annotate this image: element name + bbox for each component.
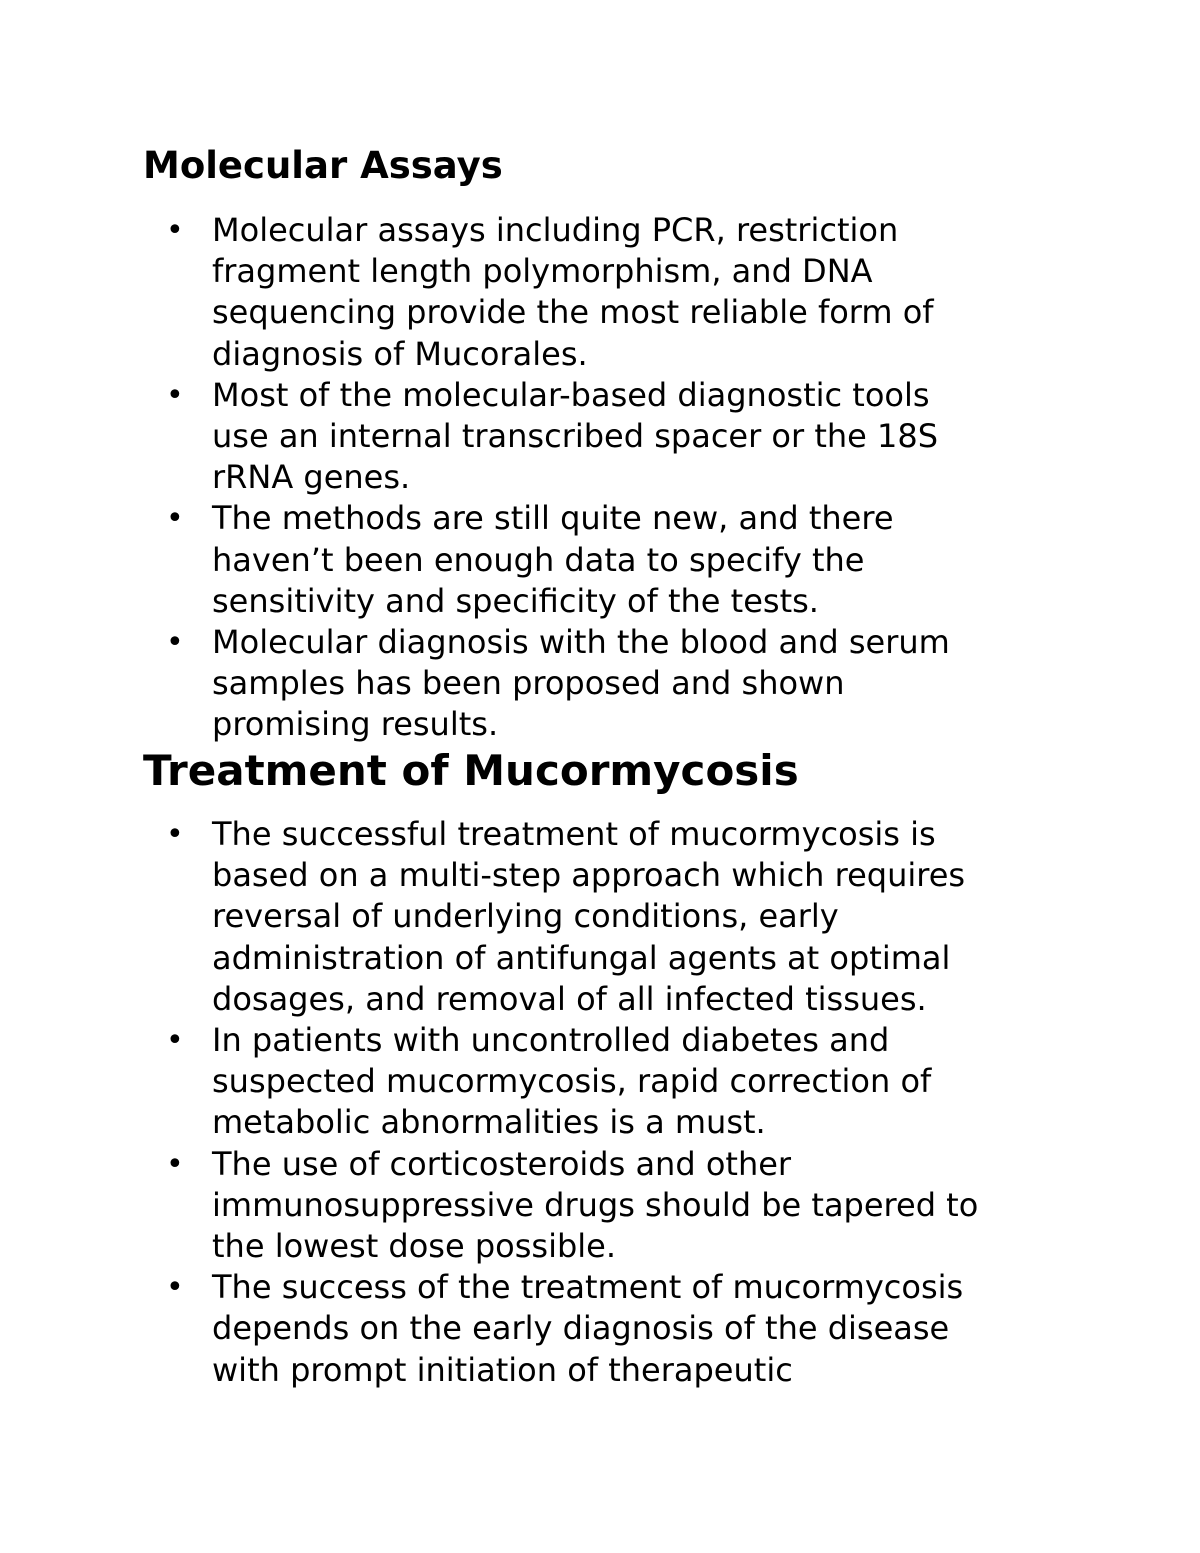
text-line: metabolic abnormalities is a must. [212, 1103, 766, 1142]
text-line: depends on the early diagnosis of the disease [212, 1309, 950, 1348]
text-line: reversal of underlying conditions, early [212, 897, 839, 936]
bullet-icon: • [166, 377, 184, 413]
bullet-icon: • [166, 501, 184, 537]
text-line: The successful treatment of mucormycosis is [212, 815, 936, 853]
text-line: The use of corticosteroids and other [212, 1144, 792, 1183]
list-item [0, 210, 1082, 375]
section-heading-molecular-assays: Molecular Assays [143, 144, 503, 187]
text-line: immunosuppressive drugs should be tapered to [212, 1185, 979, 1224]
text-line: administration of antifungal agents at optimal [212, 938, 951, 977]
text-line: sequencing provide the most reliable form of [212, 293, 934, 332]
bullet-list-molecular-assays [0, 210, 1200, 746]
list-item [0, 1144, 1082, 1268]
list-item [0, 622, 1082, 746]
text-line: In patients with uncontrolled diabetes and [212, 1021, 890, 1060]
text-line: Molecular assays including PCR, restriction [212, 211, 899, 249]
text-line: suspected mucormycosis, rapid correction of [212, 1062, 932, 1101]
bullet-icon: • [166, 1146, 184, 1182]
text-line: promising results. [212, 705, 499, 744]
list-item [0, 1020, 1082, 1144]
list-item [0, 1267, 1082, 1391]
bullet-icon: • [166, 817, 184, 852]
bullet-icon: • [166, 1023, 184, 1059]
text-line: based on a multi-step approach which requires [212, 856, 966, 895]
text-line: diagnosis of Mucorales. [212, 334, 588, 373]
text-line: Most of the molecular-based diagnostic tools [212, 375, 930, 414]
bullet-icon: • [166, 1270, 184, 1306]
text-line: the lowest dose possible. [212, 1227, 617, 1266]
text-line: fragment length polymorphism, and DNA [212, 252, 873, 291]
bullet-icon: • [166, 213, 184, 248]
text-line: sensitivity and specificity of the tests. [212, 581, 819, 620]
bullet-list-treatment [0, 814, 1200, 1391]
list-item [0, 498, 1082, 622]
text-line: rRNA genes. [212, 458, 411, 497]
text-line: The success of the treatment of mucormycosis [212, 1268, 964, 1307]
bullet-icon: • [166, 625, 184, 661]
text-line: Molecular diagnosis with the blood and serum [212, 623, 950, 662]
text-line: samples has been proposed and shown [212, 664, 845, 703]
text-line: use an internal transcribed spacer or the 18S [212, 417, 939, 456]
text-line: dosages, and removal of all infected tissues. [212, 979, 927, 1018]
list-item [0, 375, 1082, 499]
text-line: haven’t been enough data to specify the [212, 540, 865, 579]
text-line: with prompt initiation of therapeutic [212, 1350, 793, 1389]
text-line: The methods are still quite new, and there [212, 499, 894, 538]
section-heading-treatment: Treatment of Mucormycosis [143, 746, 799, 795]
list-item [0, 814, 1082, 1020]
